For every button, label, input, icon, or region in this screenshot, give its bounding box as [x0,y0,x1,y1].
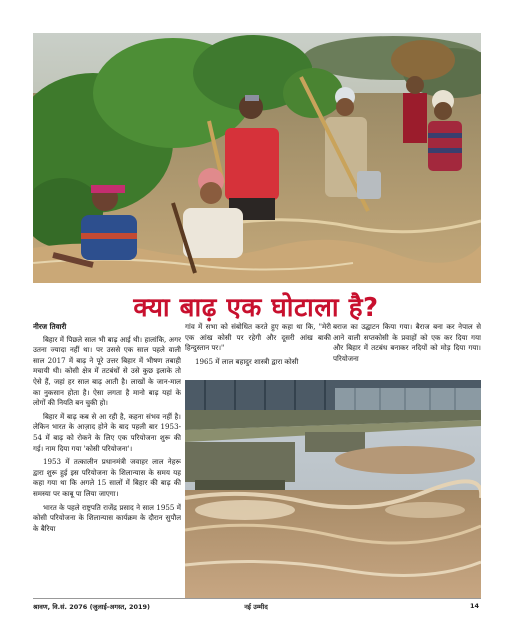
headline: क्या बाढ़ एक घोटाला है? [133,293,379,323]
flood-photo [33,33,481,283]
author-byline: नीरज तिवारी [33,322,67,331]
magazine-name: नई उम्मीद [244,603,268,611]
paragraph: बिहार में पिछले साल भी बाढ़ आई थी। हालांकि, अगर उतना ज्यादा नहीं था। पर उससे एक साल पहले वाली साल 2017 में बाढ़ ने पूरे उत्तर बिहार में भीषण तबाही मचायी थी। कोसी क्षेत्र में तटबंधों से उसे कुछ इलाके तो ऐसे हैं, जहां हर साल बाढ़ आती है। लाखों के जान-माल का नुकसान होता है। ऐसा लगता है मानो बाढ़ यहां के लोगों की नियति बन चुकी हो। [33,334,181,408]
barrage-photo [185,380,481,598]
issue-date: श्रावण, वि.सं. 2076 (जुलाई-अगस्त, 2019) [33,603,151,611]
article-column-2 [185,322,331,370]
paragraph: भारत के पहले राष्ट्रपति राजेंद्र प्रसाद ने साल 1955 में कोसी परियोजना के शिलान्यास कार्यक्रम के दौरान सुपौल के बैरिया [33,502,181,533]
page-number: 14 [470,602,480,610]
article-column-3 [333,322,481,370]
paragraph: गांव में सभा को संबोधित करते हुए कहा था कि, "मेरी एक आंख कोसी पर रहेगी और दूसरी आंख बाकी हिन्दुस्तान पर।" [185,322,331,353]
paragraph: 1953 में तत्कालीन प्रधानमंत्री जवाहर लाल नेहरू द्वारा शुरू हुई इस परियोजना के शिलान्यास के समय यह कहा गया था कि अगले 15 सालों में बिहार की बाढ़ की समस्या पर काबू पा लिया जाएगा। [33,457,181,498]
paragraph: बराज का उद्घाटन किया गया। बैराज बना कर नेपाल से आने वाली सप्तकोसी के प्रवाहों को एक कर दिया गया और बिहार में तटबंध बनाकर नदियों को मोड़ दिया गया। परियोजना [333,322,481,363]
paragraph: 1965 में लाल बहादुर शास्त्री द्वारा कोसी [195,356,299,366]
article-column-1 [33,322,181,592]
paragraph: बिहार में बाढ़ कब से आ रही है, कहना संभव नहीं है। लेकिन भारत के आज़ाद होने के बाद पहली बार 1953-54 में बाढ़ को रोकने के लिए एक परियोजना शुरू की गई। नाम दिया गया 'कोसी परियोजना'। [33,411,181,453]
footer-divider [33,598,481,599]
